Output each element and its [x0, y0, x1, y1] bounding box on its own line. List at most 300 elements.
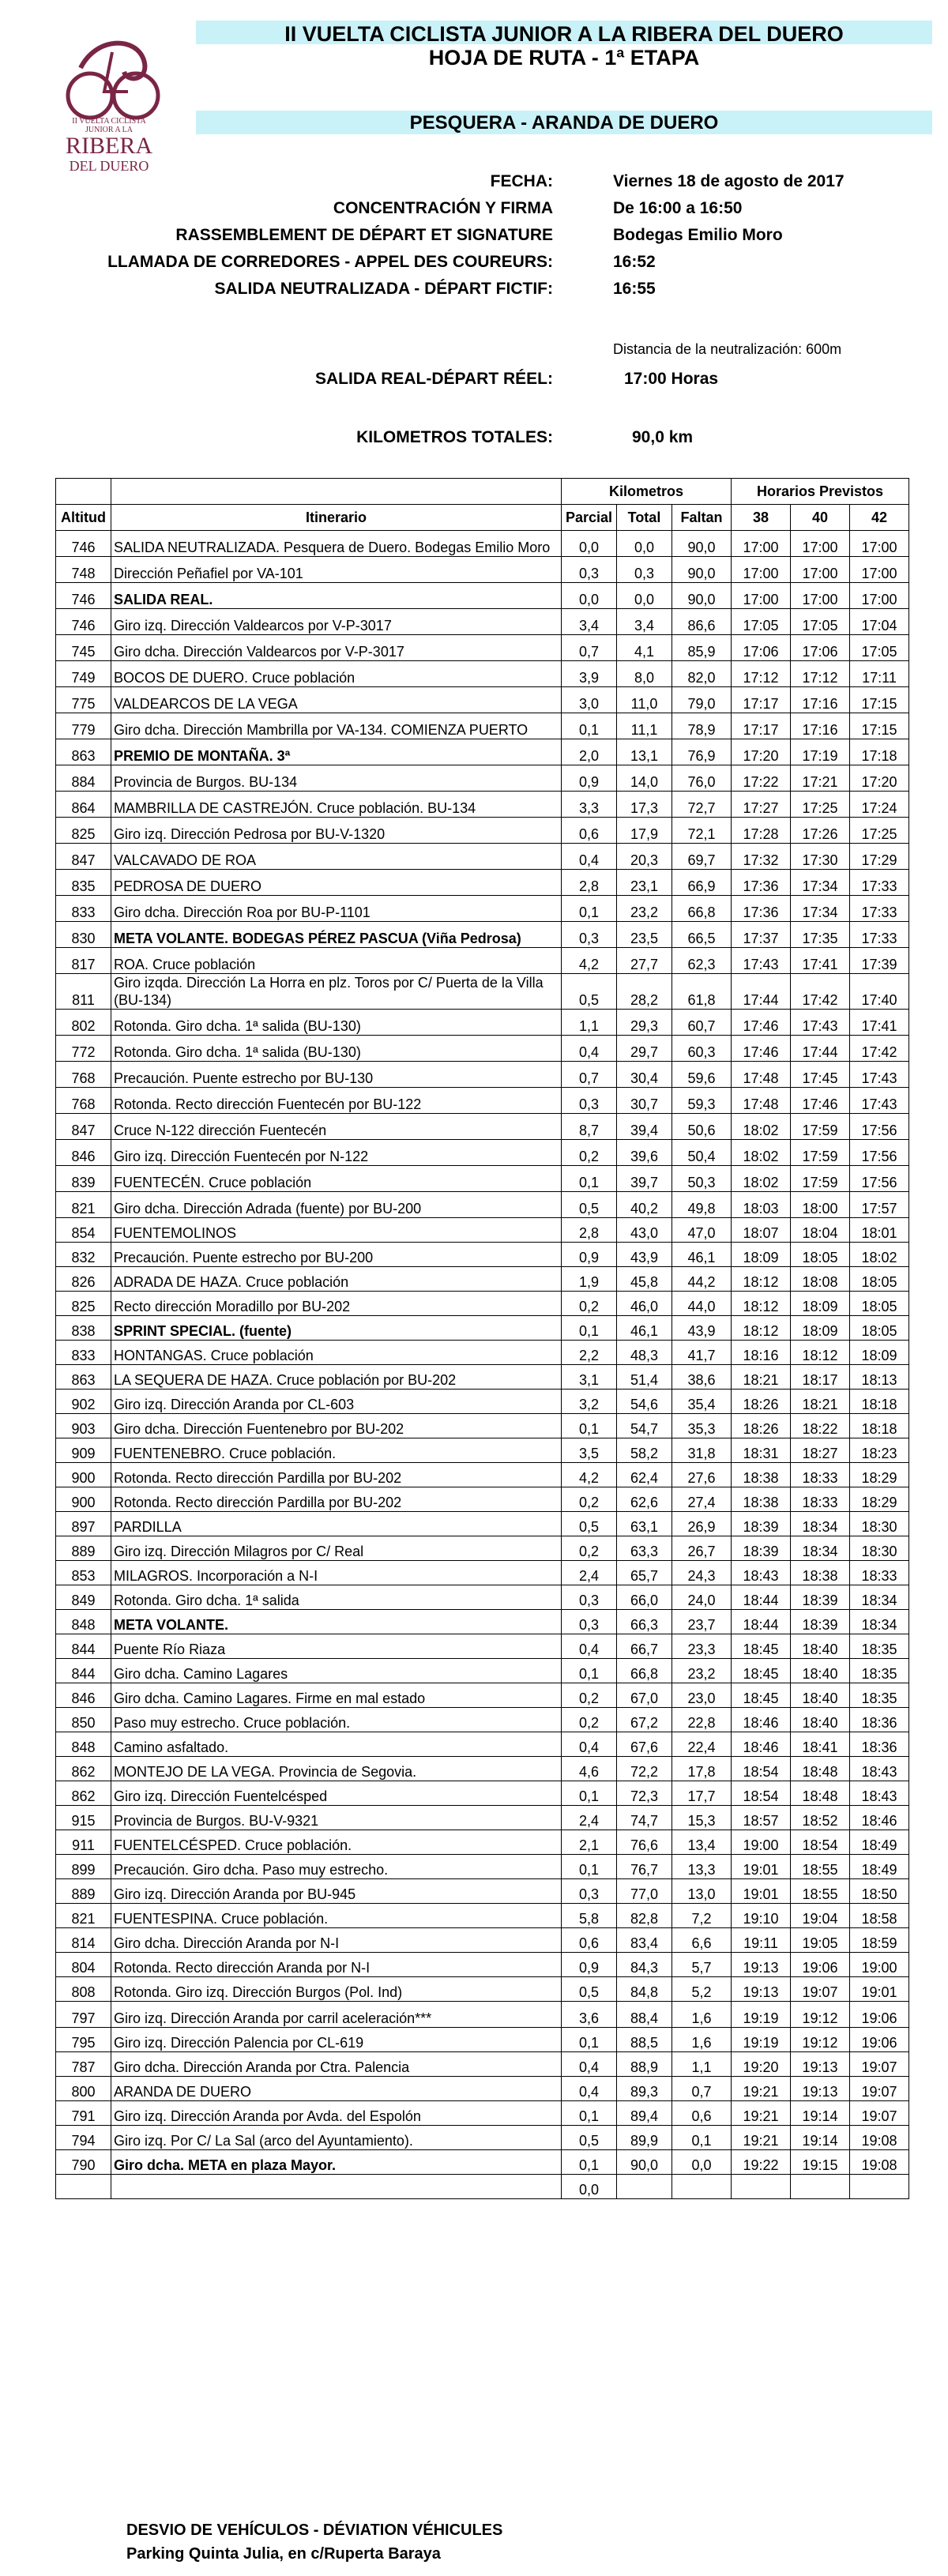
cell-h42: 19:07 — [850, 2052, 909, 2077]
table-row — [56, 1561, 909, 1585]
cell-h38: 18:26 — [732, 1414, 791, 1438]
cell-h38: 17:20 — [732, 739, 791, 765]
cell-itinerario: Giro dcha. Dirección Adrada (fuente) por BU-200 — [111, 1192, 562, 1218]
cell-itinerario: Giro izqda. Dirección La Horra en plz. Toros por C/ Puerta de la Villa (BU-134) — [111, 974, 562, 1010]
cell-total: 43,9 — [617, 1243, 672, 1267]
cell-faltan: 66,9 — [672, 870, 732, 896]
cell-h42: 19:00 — [850, 1953, 909, 1977]
cell-h42: 17:00 — [850, 531, 909, 557]
cell-h38: 17:06 — [732, 635, 791, 661]
cell-total: 20,3 — [617, 844, 672, 870]
cell-total: 30,7 — [617, 1088, 672, 1114]
cell-h40: 18:40 — [791, 1634, 850, 1659]
table-row — [56, 818, 909, 844]
cell-total: 65,7 — [617, 1561, 672, 1585]
cell-h40: 19:05 — [791, 1928, 850, 1953]
cell-h38: 17:17 — [732, 713, 791, 739]
cell-h40: 17:45 — [791, 1062, 850, 1088]
cell-h38: 17:48 — [732, 1062, 791, 1088]
table-row — [56, 1088, 909, 1114]
cell-parcial: 3,0 — [562, 687, 617, 713]
table-row — [56, 2101, 909, 2126]
cell-itinerario: Giro izq. Dirección Milagros por C/ Real — [111, 1536, 562, 1561]
cell-faltan: 1,6 — [672, 2028, 732, 2052]
cell-total: 43,0 — [617, 1218, 672, 1243]
cell-h40: 18:17 — [791, 1365, 850, 1390]
cell-h38: 17:00 — [732, 531, 791, 557]
cell-h42: 17:24 — [850, 792, 909, 818]
cell-h38: 18:31 — [732, 1438, 791, 1463]
cell-h40: 17:06 — [791, 635, 850, 661]
cell-h42: 19:06 — [850, 2028, 909, 2052]
cell-faltan: 72,1 — [672, 818, 732, 844]
cell-h38: 18:07 — [732, 1218, 791, 1243]
cell-parcial: 4,6 — [562, 1757, 617, 1781]
cell-total: 72,2 — [617, 1757, 672, 1781]
cell-itinerario: HONTANGAS. Cruce población — [111, 1341, 562, 1365]
cell-total: 8,0 — [617, 661, 672, 687]
table-row — [56, 1390, 909, 1414]
cell-h38 — [732, 2175, 791, 2199]
cell-h40: 19:14 — [791, 2101, 850, 2126]
cell-altitud: 844 — [56, 1634, 111, 1659]
table-row — [56, 1438, 909, 1463]
cell-altitud: 814 — [56, 1928, 111, 1953]
cell-parcial: 0,1 — [562, 2028, 617, 2052]
cell-faltan: 24,0 — [672, 1585, 732, 1610]
cell-parcial: 2,8 — [562, 1218, 617, 1243]
cell-faltan: 23,2 — [672, 1659, 732, 1683]
cell-parcial: 0,1 — [562, 2150, 617, 2175]
cell-itinerario: Dirección Peñafiel por VA-101 — [111, 557, 562, 583]
cell-parcial: 0,1 — [562, 1855, 617, 1879]
cell-h38: 18:46 — [732, 1732, 791, 1757]
cell-h42: 17:33 — [850, 922, 909, 948]
cell-total: 11,0 — [617, 687, 672, 713]
cell-h42: 17:33 — [850, 896, 909, 922]
cell-h40: 18:22 — [791, 1414, 850, 1438]
cell-faltan: 17,7 — [672, 1781, 732, 1806]
cell-parcial: 1,1 — [562, 1010, 617, 1036]
cell-h42: 17:43 — [850, 1062, 909, 1088]
cell-h42: 17:39 — [850, 948, 909, 974]
cell-h38: 18:12 — [732, 1316, 791, 1341]
cell-altitud: 749 — [56, 661, 111, 687]
cell-h38: 17:22 — [732, 765, 791, 792]
cell-altitud: 797 — [56, 2002, 111, 2028]
cell-h42: 17:40 — [850, 974, 909, 1010]
cell-total: 0,0 — [617, 583, 672, 609]
cell-total: 66,7 — [617, 1634, 672, 1659]
cell-parcial: 3,9 — [562, 661, 617, 687]
cell-altitud: 775 — [56, 687, 111, 713]
cell-itinerario: Rotonda. Giro dcha. 1ª salida — [111, 1585, 562, 1610]
cell-faltan: 1,1 — [672, 2052, 732, 2077]
cell-altitud: 787 — [56, 2052, 111, 2077]
cell-h42: 18:50 — [850, 1879, 909, 1904]
cell-altitud: 862 — [56, 1757, 111, 1781]
llamada-value: 16:52 — [613, 253, 656, 271]
cell-h38: 19:22 — [732, 2150, 791, 2175]
cell-total: 17,9 — [617, 818, 672, 844]
cell-total: 76,7 — [617, 1855, 672, 1879]
cell-itinerario: FUENTEMOLINOS — [111, 1218, 562, 1243]
cell-h40: 17:05 — [791, 609, 850, 635]
cell-h42: 18:05 — [850, 1267, 909, 1292]
cell-total: 66,8 — [617, 1659, 672, 1683]
cell-faltan: 60,7 — [672, 1010, 732, 1036]
table-row — [56, 635, 909, 661]
cell-parcial: 0,2 — [562, 1487, 617, 1512]
cell-total: 13,1 — [617, 739, 672, 765]
cell-altitud: 804 — [56, 1953, 111, 1977]
table-row — [56, 1192, 909, 1218]
table-row — [56, 1879, 909, 1904]
table-row — [56, 1512, 909, 1536]
cell-h40: 18:12 — [791, 1341, 850, 1365]
cell-altitud: 826 — [56, 1267, 111, 1292]
cell-parcial: 2,0 — [562, 739, 617, 765]
cell-itinerario: Giro dcha. Dirección Aranda por Ctra. Palencia — [111, 2052, 562, 2077]
cell-faltan: 76,9 — [672, 739, 732, 765]
cell-h42: 19:08 — [850, 2126, 909, 2150]
table-row — [56, 792, 909, 818]
cell-parcial: 0,6 — [562, 1928, 617, 1953]
cell-parcial: 0,0 — [562, 2175, 617, 2199]
cell-faltan: 5,7 — [672, 1953, 732, 1977]
cell-faltan: 50,6 — [672, 1114, 732, 1140]
cell-total: 23,1 — [617, 870, 672, 896]
cell-itinerario: Rotonda. Recto dirección Pardilla por BU-202 — [111, 1487, 562, 1512]
cell-faltan: 26,9 — [672, 1512, 732, 1536]
cell-faltan: 66,8 — [672, 896, 732, 922]
cell-h40: 18:48 — [791, 1781, 850, 1806]
cell-h42: 18:29 — [850, 1463, 909, 1487]
cell-total: 63,3 — [617, 1536, 672, 1561]
cell-h40: 18:55 — [791, 1855, 850, 1879]
cell-altitud: 897 — [56, 1512, 111, 1536]
table-row — [56, 948, 909, 974]
cell-h38: 18:45 — [732, 1683, 791, 1708]
cell-faltan: 90,0 — [672, 531, 732, 557]
cell-altitud: 839 — [56, 1166, 111, 1192]
cell-total: 29,3 — [617, 1010, 672, 1036]
cell-h38: 17:44 — [732, 974, 791, 1010]
cell-h40: 17:34 — [791, 870, 850, 896]
table-row — [56, 1365, 909, 1390]
table-row — [56, 1977, 909, 2002]
cell-total: 74,7 — [617, 1806, 672, 1830]
table-row — [56, 1830, 909, 1855]
cell-itinerario: Giro izq. Por C/ La Sal (arco del Ayuntamiento). — [111, 2126, 562, 2150]
cell-h42: 17:57 — [850, 1192, 909, 1218]
table-group-header — [56, 479, 909, 505]
cell-itinerario: Giro dcha. Dirección Fuentenebro por BU-202 — [111, 1414, 562, 1438]
cell-h40: 18:08 — [791, 1267, 850, 1292]
cell-itinerario: MONTEJO DE LA VEGA. Provincia de Segovia. — [111, 1757, 562, 1781]
cell-h42: 18:46 — [850, 1806, 909, 1830]
cell-total: 46,0 — [617, 1292, 672, 1316]
table-row — [56, 765, 909, 792]
table-row — [56, 739, 909, 765]
table-column-header — [56, 505, 909, 531]
concentracion-value: De 16:00 a 16:50 — [613, 199, 743, 217]
cell-total: 67,6 — [617, 1732, 672, 1757]
cell-parcial: 0,2 — [562, 1536, 617, 1561]
cell-itinerario: ADRADA DE HAZA. Cruce población — [111, 1267, 562, 1292]
rassemblement-label: RASSEMBLEMENT DE DÉPART ET SIGNATURE — [175, 226, 553, 244]
cell-h38: 18:38 — [732, 1487, 791, 1512]
cell-total: 77,0 — [617, 1879, 672, 1904]
cell-h42: 17:00 — [850, 557, 909, 583]
cell-h42: 18:01 — [850, 1218, 909, 1243]
cell-altitud: 802 — [56, 1010, 111, 1036]
cell-h42: 17:56 — [850, 1140, 909, 1166]
cell-h40: 19:13 — [791, 2077, 850, 2101]
cell-h38: 19:20 — [732, 2052, 791, 2077]
cell-itinerario: Precaución. Puente estrecho por BU-200 — [111, 1243, 562, 1267]
cell-h38: 17:37 — [732, 922, 791, 948]
cell-faltan: 76,0 — [672, 765, 732, 792]
cell-itinerario: Precaución. Puente estrecho por BU-130 — [111, 1062, 562, 1088]
cell-itinerario: PREMIO DE MONTAÑA. 3ª — [111, 739, 562, 765]
cell-itinerario: Giro izq. Dirección Aranda por BU-945 — [111, 1879, 562, 1904]
cell-h38: 18:02 — [732, 1166, 791, 1192]
cell-parcial: 0,0 — [562, 531, 617, 557]
cell-parcial: 0,3 — [562, 1585, 617, 1610]
cell-h38: 19:21 — [732, 2101, 791, 2126]
cell-h42: 18:23 — [850, 1438, 909, 1463]
km-totales-label: KILOMETROS TOTALES: — [356, 428, 553, 446]
cell-h38: 18:57 — [732, 1806, 791, 1830]
col-itinerario: Itinerario — [111, 505, 562, 531]
cell-h38: 19:19 — [732, 2002, 791, 2028]
cell-itinerario: FUENTESPINA. Cruce población. — [111, 1904, 562, 1928]
cell-altitud: 746 — [56, 583, 111, 609]
cell-h38: 19:01 — [732, 1879, 791, 1904]
cell-itinerario: Giro izq. Dirección Fuentecén por N-122 — [111, 1140, 562, 1166]
cell-h42: 19:07 — [850, 2101, 909, 2126]
cell-altitud: 832 — [56, 1243, 111, 1267]
cell-itinerario: PARDILLA — [111, 1512, 562, 1536]
cell-h38: 18:45 — [732, 1634, 791, 1659]
cell-h42: 18:29 — [850, 1487, 909, 1512]
cell-h40: 18:40 — [791, 1683, 850, 1708]
cell-h40: 18:41 — [791, 1732, 850, 1757]
cell-h40: 19:12 — [791, 2002, 850, 2028]
cell-altitud: 821 — [56, 1192, 111, 1218]
cell-altitud: 844 — [56, 1659, 111, 1683]
col-faltan: Faltan — [672, 505, 732, 531]
cell-h40: 18:40 — [791, 1659, 850, 1683]
cell-parcial: 0,5 — [562, 2126, 617, 2150]
table-row — [56, 922, 909, 948]
cell-parcial: 0,4 — [562, 2052, 617, 2077]
cell-h42: 17:20 — [850, 765, 909, 792]
cell-altitud: 838 — [56, 1316, 111, 1341]
cell-h38: 18:12 — [732, 1267, 791, 1292]
cell-parcial: 0,7 — [562, 635, 617, 661]
cell-h42: 17:15 — [850, 687, 909, 713]
cell-h38: 18:21 — [732, 1365, 791, 1390]
cell-altitud: 853 — [56, 1561, 111, 1585]
cell-h38: 17:05 — [732, 609, 791, 635]
col-parcial: Parcial — [562, 505, 617, 531]
cell-total: 51,4 — [617, 1365, 672, 1390]
cell-faltan — [672, 2175, 732, 2199]
cell-faltan: 41,7 — [672, 1341, 732, 1365]
table-row — [56, 1855, 909, 1879]
cell-total: 84,8 — [617, 1977, 672, 2002]
desvio-heading: DESVIO DE VEHÍCULOS - DÉVIATION VÉHICULES — [126, 2521, 503, 2539]
cell-h40: 18:34 — [791, 1512, 850, 1536]
cell-parcial: 0,4 — [562, 2077, 617, 2101]
cell-faltan: 46,1 — [672, 1243, 732, 1267]
event-title: II VUELTA CICLISTA JUNIOR A LA RIBERA DEL DUERO — [284, 22, 844, 46]
cell-h40: 19:04 — [791, 1904, 850, 1928]
cell-h38: 17:17 — [732, 687, 791, 713]
cell-h42: 18:34 — [850, 1610, 909, 1634]
cell-altitud: 850 — [56, 1708, 111, 1732]
cell-faltan: 13,3 — [672, 1855, 732, 1879]
table-row — [56, 2150, 909, 2175]
cell-h40: 18:05 — [791, 1243, 850, 1267]
cell-parcial: 0,7 — [562, 1062, 617, 1088]
cell-faltan: 50,4 — [672, 1140, 732, 1166]
cell-h40: 19:12 — [791, 2028, 850, 2052]
cell-itinerario: Giro izq. Dirección Aranda por Avda. del Espolón — [111, 2101, 562, 2126]
cell-total — [617, 2175, 672, 2199]
cell-itinerario: Provincia de Burgos. BU-V-9321 — [111, 1806, 562, 1830]
cell-total: 62,6 — [617, 1487, 672, 1512]
cell-total: 67,0 — [617, 1683, 672, 1708]
km-totales-value: 90,0 km — [632, 428, 694, 446]
cell-altitud: 794 — [56, 2126, 111, 2150]
cell-parcial: 5,8 — [562, 1904, 617, 1928]
cell-faltan: 0,7 — [672, 2077, 732, 2101]
cell-faltan: 27,6 — [672, 1463, 732, 1487]
salida-real-value: 17:00 Horas — [624, 370, 719, 388]
cell-h38: 17:28 — [732, 818, 791, 844]
cell-h40: 18:40 — [791, 1708, 850, 1732]
cell-itinerario: Camino asfaltado. — [111, 1732, 562, 1757]
cell-altitud: 825 — [56, 818, 111, 844]
cell-h42: 18:13 — [850, 1365, 909, 1390]
cell-itinerario: Provincia de Burgos. BU-134 — [111, 765, 562, 792]
cell-faltan: 22,4 — [672, 1732, 732, 1757]
cell-h38: 17:00 — [732, 583, 791, 609]
cell-h40: 18:33 — [791, 1463, 850, 1487]
llamada-label: LLAMADA DE CORREDORES - APPEL DES COUREURS: — [107, 253, 553, 271]
cell-parcial: 0,1 — [562, 1316, 617, 1341]
cell-h42: 18:18 — [850, 1414, 909, 1438]
cell-parcial: 0,2 — [562, 1708, 617, 1732]
cell-parcial: 0,9 — [562, 1243, 617, 1267]
cell-itinerario: Puente Río Riaza — [111, 1634, 562, 1659]
cell-parcial: 0,0 — [562, 583, 617, 609]
cell-h42: 18:36 — [850, 1732, 909, 1757]
cell-h40: 18:04 — [791, 1218, 850, 1243]
cell-h42: 17:33 — [850, 870, 909, 896]
table-row — [56, 1036, 909, 1062]
cell-altitud: 808 — [56, 1977, 111, 2002]
cell-h38: 17:43 — [732, 948, 791, 974]
table-row — [56, 2077, 909, 2101]
cell-h40: 18:09 — [791, 1292, 850, 1316]
table-row — [56, 1757, 909, 1781]
table-row — [56, 1708, 909, 1732]
cell-parcial: 0,2 — [562, 1140, 617, 1166]
table-row — [56, 1928, 909, 1953]
cell-h38: 18:45 — [732, 1659, 791, 1683]
cell-h38: 17:36 — [732, 896, 791, 922]
table-row — [56, 870, 909, 896]
cell-altitud: 833 — [56, 1341, 111, 1365]
cell-parcial: 3,5 — [562, 1438, 617, 1463]
info-labels — [0, 0, 553, 474]
cell-altitud: 746 — [56, 531, 111, 557]
table-row — [56, 661, 909, 687]
cell-h42: 17:29 — [850, 844, 909, 870]
cell-itinerario: FUENTECÉN. Cruce población — [111, 1166, 562, 1192]
cell-h38: 19:21 — [732, 2077, 791, 2101]
cell-h42: 18:05 — [850, 1292, 909, 1316]
fecha-value: Viernes 18 de agosto de 2017 — [613, 172, 845, 190]
cell-h42: 19:01 — [850, 1977, 909, 2002]
cell-total: 45,8 — [617, 1267, 672, 1292]
cell-faltan: 7,2 — [672, 1904, 732, 1928]
cell-parcial: 1,9 — [562, 1267, 617, 1292]
cell-parcial: 2,1 — [562, 1830, 617, 1855]
cell-h40: 17:34 — [791, 896, 850, 922]
cell-h42: 17:41 — [850, 1010, 909, 1036]
cell-h42: 17:05 — [850, 635, 909, 661]
cell-itinerario: Giro dcha. Camino Lagares — [111, 1659, 562, 1683]
table-row — [56, 1683, 909, 1708]
cell-h42: 17:04 — [850, 609, 909, 635]
cell-parcial: 0,9 — [562, 1953, 617, 1977]
cell-total: 54,7 — [617, 1414, 672, 1438]
cell-total: 63,1 — [617, 1512, 672, 1536]
cell-parcial: 0,3 — [562, 1610, 617, 1634]
cell-parcial: 3,6 — [562, 2002, 617, 2028]
cell-h40: 17:59 — [791, 1114, 850, 1140]
cell-faltan: 27,4 — [672, 1487, 732, 1512]
table-row — [56, 1292, 909, 1316]
cell-total: 83,4 — [617, 1928, 672, 1953]
cell-parcial: 0,6 — [562, 818, 617, 844]
cell-faltan: 60,3 — [672, 1036, 732, 1062]
fecha-label: FECHA: — [490, 172, 553, 190]
logo-line-1: II VUELTA CICLISTA — [72, 117, 146, 126]
cell-altitud: 909 — [56, 1438, 111, 1463]
cell-parcial: 2,4 — [562, 1561, 617, 1585]
table-row — [56, 2028, 909, 2052]
cell-h38: 17:48 — [732, 1088, 791, 1114]
cell-h38: 18:39 — [732, 1512, 791, 1536]
cell-itinerario: Rotonda. Recto dirección Pardilla por BU-202 — [111, 1463, 562, 1487]
cell-h38: 18:12 — [732, 1292, 791, 1316]
cell-h40: 18:48 — [791, 1757, 850, 1781]
cell-h40: 18:55 — [791, 1879, 850, 1904]
cell-h40: 17:25 — [791, 792, 850, 818]
cell-h42: 18:49 — [850, 1830, 909, 1855]
cell-itinerario: Paso muy estrecho. Cruce población. — [111, 1708, 562, 1732]
table-row — [56, 1806, 909, 1830]
cell-parcial: 0,5 — [562, 974, 617, 1010]
cell-faltan: 23,0 — [672, 1683, 732, 1708]
cell-faltan: 38,6 — [672, 1365, 732, 1390]
